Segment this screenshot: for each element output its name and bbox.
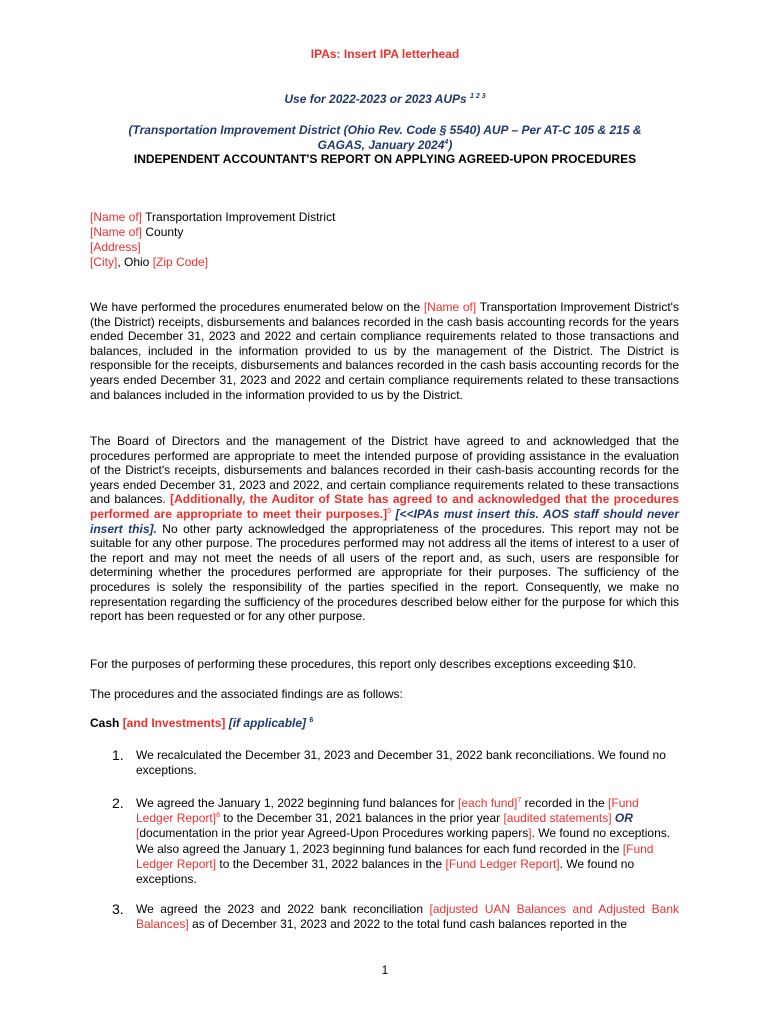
paragraph-acknowledgement [90,434,679,624]
paragraph-threshold: For the purposes of performing these procedures, this report only describes exceptions exceeding $10. [90,657,637,671]
address-line-2 [90,225,335,240]
address-block [90,210,335,270]
section-heading-cash [90,716,313,730]
procedure-text-run: We agreed the 2023 and 2022 bank reconciliation [136,902,430,916]
address-text: Transportation Improvement District [142,210,336,224]
procedure-text-run: . We found no exceptions. We also agreed the January 1, 2023 beginning fund balances for each fund recorded in the [136,826,671,856]
placeholder-text: [Fund Ledger Report] [136,796,639,826]
ipa-instruction: [<<IPAs must insert this. AOS staff should never insert this]. [90,506,679,536]
address-line-1 [90,210,335,225]
procedure-text [136,902,679,932]
paragraph-text: The Board of Directors and the management of the District have agreed to and acknowledged that the procedures performed are appropriate to meet the intended purpose of providing assistance in the evaluation of the District's receipts, disbursements and balances recorded in their cash-basis accounting records for the years ended December 31, 2023 and 2022, and certain compliance requirements related to these transactions and balances. [90,434,679,507]
placeholder-text: [adjusted UAN Balances and Adjusted Bank Balances] [136,902,679,932]
paragraph-text: Transportation Improvement District's (the District) receipts, disbursements and balances recorded in the cash basis accounting records for the years ended December 31, 2023 and 2022 and certain compliance requirements related to those transactions and balances, included in the information provided to us by the management of the District. The District is responsible for the receipts, disbursements and balances recorded in the cash basis accounting records for the years ended December 31, 2023 and 2022 and certain compliance requirements related to these transactions and balances included in the information provided to us by the District. [90,300,679,402]
paragraph-scope [90,300,679,402]
usage-note [0,92,770,106]
heading-text: Cash [90,716,123,730]
procedure-text-run: . We found no exceptions. [136,856,635,887]
footnote-ref: 6 [309,717,314,724]
page-number: 1 [381,963,389,977]
procedure-text-run: recorded in the [521,796,609,810]
subtitle-line-2: GAGAS, January 2024 [317,138,445,152]
procedure-text-run: documentation in the prior year Agreed-Upon Procedures working papers [139,826,529,841]
placeholder-text: [audited statements] [503,811,612,826]
paragraph-text: We have performed the procedures enumerated below on the [90,300,424,314]
footnote-ref: 7 [517,797,522,804]
usage-footnote-refs: 1 2 3 [470,93,486,100]
address-placeholder: [Address] [90,240,141,254]
procedure-text [136,796,679,887]
instruction-or: OR [611,811,633,826]
footnote-ref: 8 [216,812,220,820]
placeholder-text: [Fund Ledger Report] [136,841,654,871]
address-text: County [142,225,184,239]
auditor-of-state-clause: [Additionally, the Auditor of State has agreed to and acknowledged that the procedures performed are appropriate to meet their purposes.] [90,492,679,521]
procedure-number: 1. [112,747,124,763]
address-text: , Ohio [117,255,153,269]
procedure-text-run: to the December 31, 2022 balances in the [216,856,446,871]
procedure-number: 2. [112,795,124,811]
address-line-4 [90,255,335,270]
subtitle-end: ) [448,138,453,152]
procedure-text-run: to the December 31, 2021 balances in the prior year [219,811,504,826]
placeholder-text: ] [528,826,532,841]
footnote-ref: 5 [387,507,392,515]
procedure-item [90,796,679,887]
usage-note-text: Use for 2022-2023 or 2023 AUPs [284,92,467,106]
paragraph-procedures-intro: The procedures and the associated findings are as follows: [90,687,403,701]
address-placeholder: [Name of] [90,225,143,239]
placeholder-text: [ [136,826,140,841]
procedure-item [90,902,679,932]
heading-placeholder: [and Investments] [122,716,226,730]
placeholder-text: [Fund Ledger Report] [445,856,560,871]
address-placeholder: [Name of] [90,210,143,224]
procedure-text-run: We agreed the January 1, 2022 beginning fund balances for [136,796,459,810]
subtitle-line-1: (Transportation Improvement District (Ohio Rev. Code § 5540) AUP – Per AT-C 105 & 215 & [128,123,642,137]
report-title: INDEPENDENT ACCOUNTANT'S REPORT ON APPLYING AGREED-UPON PROCEDURES [133,152,637,166]
heading-instruction: [if applicable] [225,716,307,730]
placeholder-text: [Name of] [423,300,477,314]
subtitle-footnote-ref: 4 [444,139,449,146]
procedure-text: We recalculated the December 31, 2023 and December 31, 2022 bank reconciliations. We found no exceptions. [136,748,666,778]
procedure-item [90,748,679,778]
address-placeholder: [Zip Code] [152,255,209,269]
procedure-number: 3. [112,901,124,917]
procedure-text-run: as of December 31, 2023 and 2022 to the total fund cash balances reported in the [188,917,628,932]
report-subtitle [80,123,690,153]
address-line-3 [90,240,335,255]
paragraph-text: No other party acknowledged the appropriateness of the procedures. This report may not be suitable for any other purpose. The procedures performed may not address all the items of interest to a user of the report and may not meet the needs of all users of the report and, as such, users are responsible for determining whether the procedures performed are appropriate for their purposes. The sufficiency of the procedures is solely the responsibility of the parties specified in the report. Consequently, we make no representation regarding the sufficiency of the procedures described below either for the purpose for which this report has been requested or for any other purpose. [90,521,679,624]
placeholder-text: [each fund] [458,796,518,810]
address-placeholder: [City] [90,255,118,269]
letterhead-placeholder: IPAs: Insert IPA letterhead [310,47,460,61]
